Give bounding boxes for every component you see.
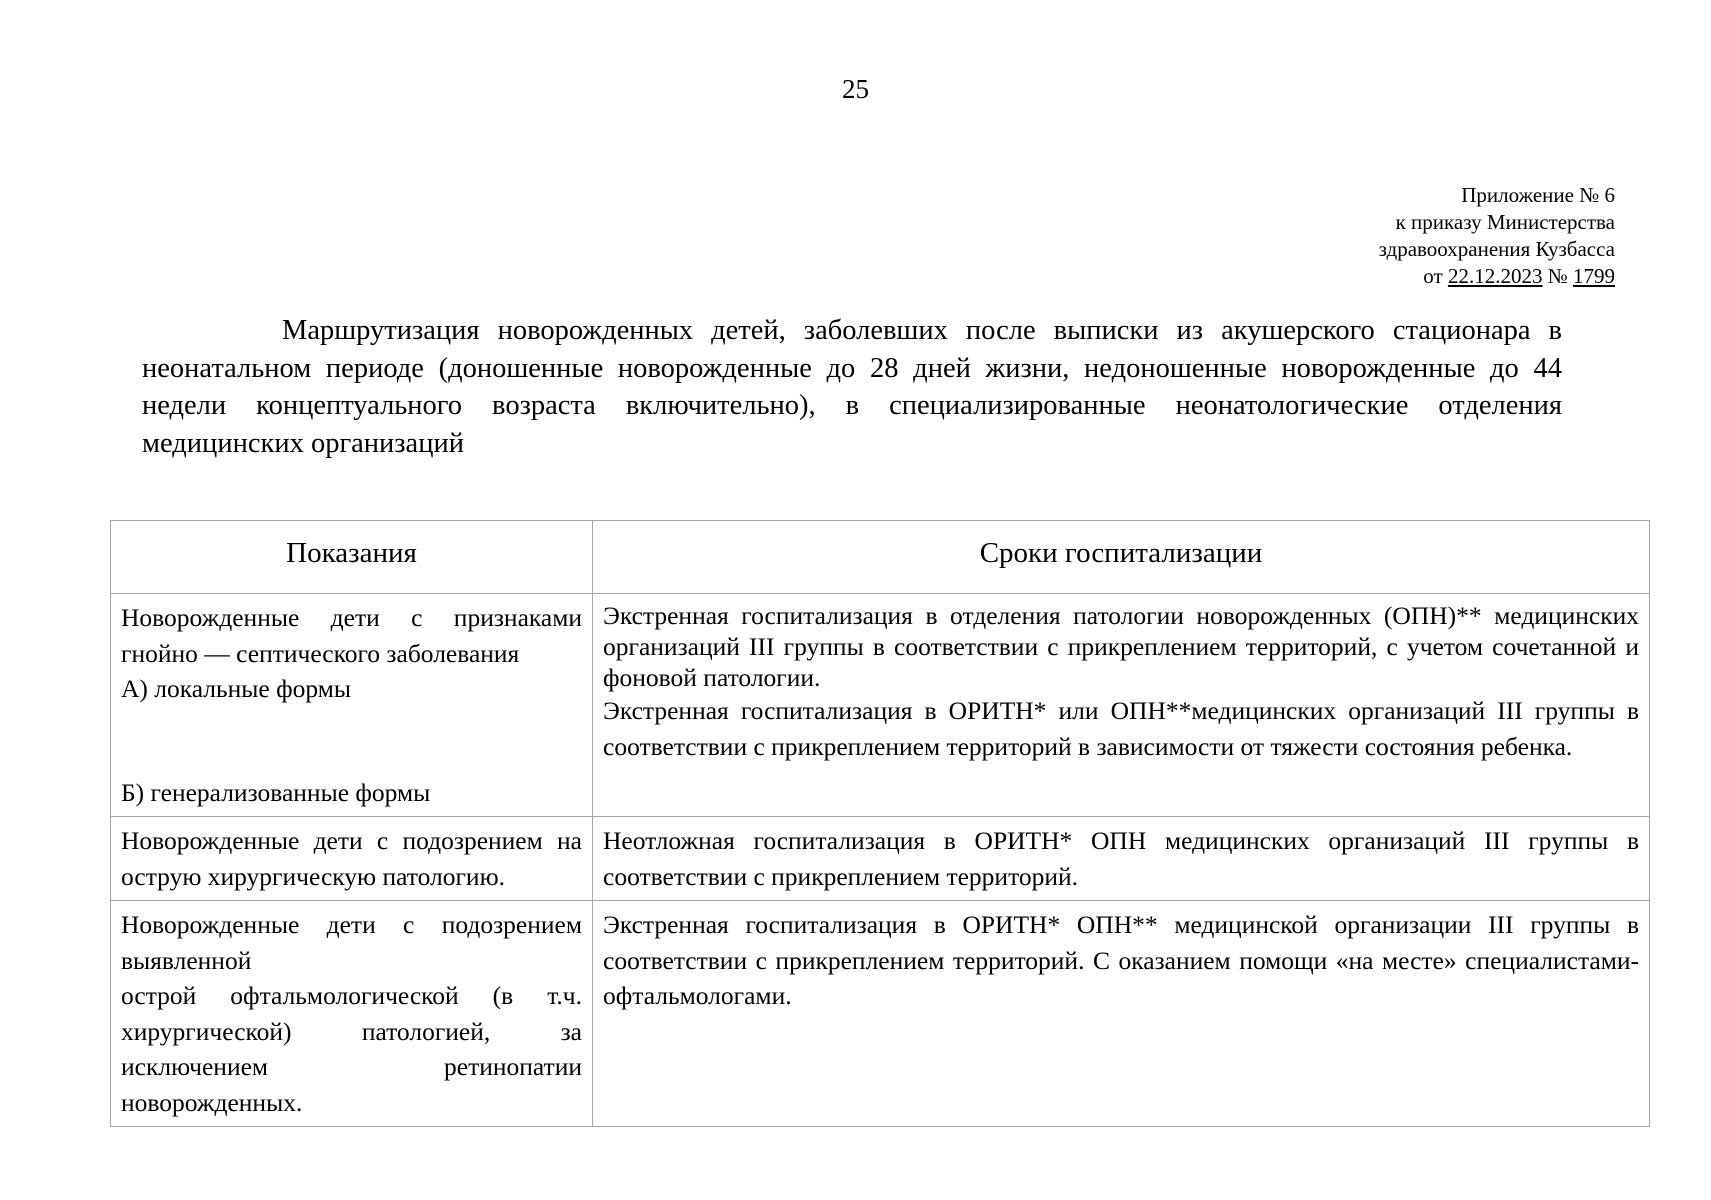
header-indications: Показания (111, 521, 593, 594)
terms-cell: Экстренная госпитализация в ОРИТН* ОПН** медицинской организации III группы в соответствии с прикреплением территорий. С оказанием помощи «на месте» специалистами-офтальмологами. (593, 901, 1650, 1127)
terms-cell (593, 594, 1650, 817)
appendix-line-2: к приказу Министерства (1395, 210, 1615, 234)
appendix-number-prefix: № (1542, 264, 1573, 288)
indication-cell (111, 901, 593, 1127)
indication-line-1: Новорожденные дети с подозрением выявленной (121, 910, 582, 975)
appendix-block (1379, 182, 1615, 290)
indication-line-2: острой офтальмологической (в т.ч. хирургической) патологией, за исключением ретинопатии новорожденных. (121, 981, 582, 1117)
indication-local-forms: А) локальные формы (121, 674, 352, 703)
page-number: 25 (842, 74, 869, 104)
appendix-line-4 (1379, 263, 1615, 290)
terms-cell: Неотложная госпитализация в ОРИТН* ОПН медицинских организаций III группы в соответствии с прикреплением территорий. (593, 817, 1650, 901)
appendix-line-3: здравоохранения Кузбасса (1378, 237, 1615, 261)
table-header-row (111, 521, 1650, 594)
terms-paragraph-1: Экстренная госпитализация в отделения патологии новорожденных (ОПН)** медицинских организаций III группы в соответствии с прикреплением территорий, с учетом сочетанной и фоновой патологии. (603, 601, 1639, 692)
table-row (111, 817, 1650, 901)
appendix-number: 1799 (1573, 264, 1615, 288)
indication-cell: Новорожденные дети с подозрением на острую хирургическую патологию. (111, 817, 593, 901)
table-row (111, 901, 1650, 1127)
indication-intro: Новорожденные дети с признаками гнойно — септического заболевания (121, 603, 582, 668)
table-row (111, 594, 1650, 817)
document-title: Маршрутизация новорожденных детей, заболевших после выписки из акушерского стационара в неонатальном периоде (доношенные новорожденные до 28 дней жизни, недоношенные новорожденные до 44 недели концептуального возраста включительно), в специализированные неонатологические отделения медицинских организаций (142, 315, 1562, 459)
header-hospitalization-terms: Сроки госпитализации (593, 521, 1650, 594)
terms-paragraph-2: Экстренная госпитализация в ОРИТН* или ОПН**медицинских организаций III группы в соответствии с прикреплением территорий в зависимости от тяжести состояния ребенка. (603, 696, 1639, 761)
appendix-date-prefix: от (1423, 264, 1448, 288)
appendix-date: 22.12.2023 (1447, 264, 1543, 288)
indication-cell (111, 594, 593, 817)
appendix-line-1: Приложение № 6 (1461, 183, 1615, 207)
routing-table (110, 520, 1650, 1127)
indication-generalized-forms: Б) генерализованные формы (121, 777, 431, 807)
